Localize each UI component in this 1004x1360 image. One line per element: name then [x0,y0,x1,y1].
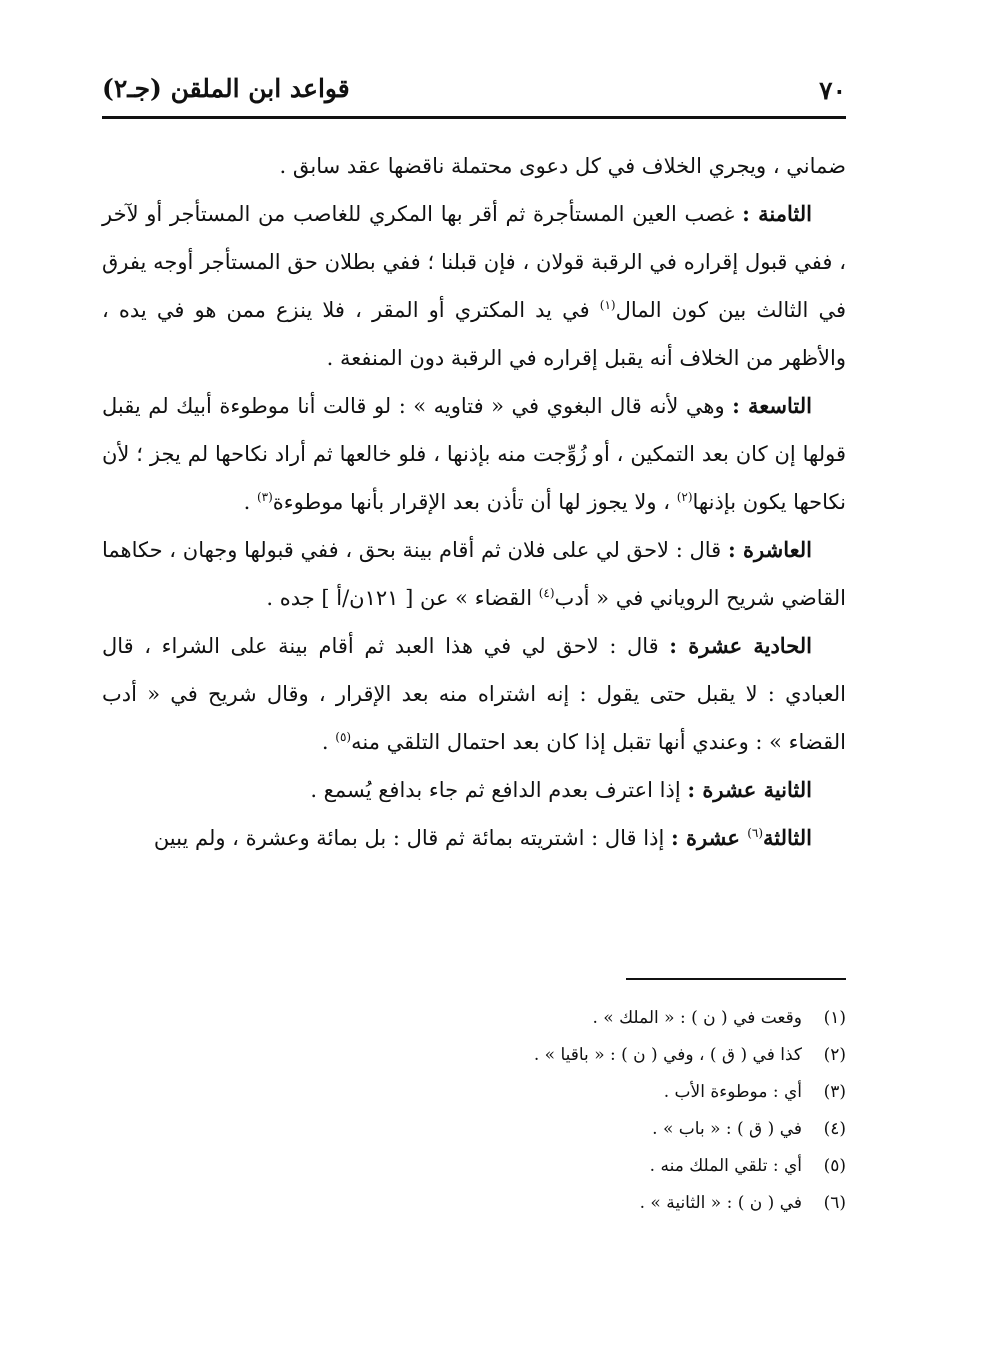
footnote-ref: (٦) [747,826,764,840]
paragraph-text: ، ولا يجوز لها أن تأذن بعد الإقرار بأنها موطوءة [272,490,677,514]
paragraph-text: . [243,490,257,514]
paragraph-text: قال : لاحق لي في هذا العبد ثم أقام بينة على الشراء ، قال العبادي : لا يقبل حتى يقول : إنه اشتراه منه بعد الإقرار ، وقال شريح في « أدب القضاء » : وعندي أنها تقبل إذا كان بعد احتمال التلقي منه [102,634,846,754]
footnote-text: أي : تلقي الملك منه . [649,1156,802,1176]
footnote-text: أي : موطوءة الأب . [663,1082,802,1102]
footnote-number: (٦) [823,1193,846,1213]
paragraph [102,814,846,862]
footnote [246,1148,846,1185]
footnote [246,1000,846,1037]
footnote-number: (١) [823,1008,846,1028]
page-header [102,66,846,119]
running-title: قواعد ابن الملقن (جـ٢) [102,74,350,103]
footnote-number: (٢) [823,1045,846,1065]
footnote-text: في ( ن ) : « الثانية » . [639,1193,802,1213]
footnote-ref: (١) [599,298,616,312]
main-text [102,142,846,862]
footnote-ref: (٣) [256,490,273,504]
footnotes [246,1000,846,1222]
footnote-number: (٤) [823,1119,846,1139]
paragraph-lead: التاسعة : [732,393,812,418]
paragraph-lead: الثانية عشرة : [687,777,812,802]
paragraph [102,526,846,622]
footnote-divider [626,978,846,980]
footnote [246,1074,846,1111]
paragraph-text: القضاء » عن [ ١٢١ن/أ ] جده . [266,586,539,610]
paragraph-text: إذا اعترف بعدم الدافع ثم جاء بدافع يُسمع . [310,778,688,802]
paragraph [102,190,846,382]
paragraph [102,622,846,766]
paragraph-lead: الثامنة : [742,201,812,226]
paragraph-lead: الثالثة [763,825,812,850]
paragraph-lead: عشرة : [670,825,748,850]
paragraph-text: إذا قال : اشتريته بمائة ثم قال : بل بمائة وعشرة ، ولم يبين [153,826,671,850]
footnote-ref: (٥) [335,730,352,744]
paragraph-text: قال : لاحق لي على فلان ثم أقام بينة بحق ، ففي قبولها وجهان ، حكاهما القاضي شريح الروياني في « أدب [102,538,846,610]
footnote-number: (٥) [823,1156,846,1176]
footnote-ref: (٤) [538,586,555,600]
paragraph [102,766,846,814]
footnote-number: (٣) [823,1082,846,1102]
paragraph-text: وهي لأنه قال البغوي في « فتاويه » : لو قالت أنا موطوءة أبيك لم يقبل قولها إن كان بعد التمكين ، أو زُوِّجت منه بإذنها ، فلو خالعها ثم أراد نكاحها لم يجز ؛ لأن نكاحها يكون بإذنها [102,394,846,514]
footnote-text: كذا في ( ق ) ، وفي ( ن ) : « باقيا » . [533,1045,802,1065]
paragraph [102,142,846,190]
footnote [246,1037,846,1074]
footnote-text: في ( ق ) : « باب » . [652,1119,802,1139]
page-number: ٧٠ [819,76,846,105]
footnote [246,1111,846,1148]
footnote-text: وقعت في ( ن ) : « الملك » . [592,1008,802,1028]
footnote-ref: (٢) [676,490,693,504]
paragraph [102,382,846,526]
paragraph-text: . [321,730,336,754]
footnote [246,1185,846,1222]
paragraph-text: ضماني ، ويجري الخلاف في كل دعوى محتملة ناقضها عقد سابق . [279,154,846,178]
paragraph-lead: العاشرة : [727,537,812,562]
paragraph-text: في يد المكتري أو المقر ، فلا ينزع ممن هو في يده ، والأظهر من الخلاف أنه يقبل إقراره في الرقبة دون المنفعة . [102,298,846,370]
paragraph-lead: الحادية عشرة : [669,633,812,658]
paragraph-text: غصب العين المستأجرة ثم أقر بها المكري للغاصب من المستأجر أو لآخر ، ففي قبول إقراره في الرقبة قولان ، فإن قبلنا ؛ ففي بطلان حق المستأجر أوجه يفرق في الثالث بين كون المال [102,202,846,322]
